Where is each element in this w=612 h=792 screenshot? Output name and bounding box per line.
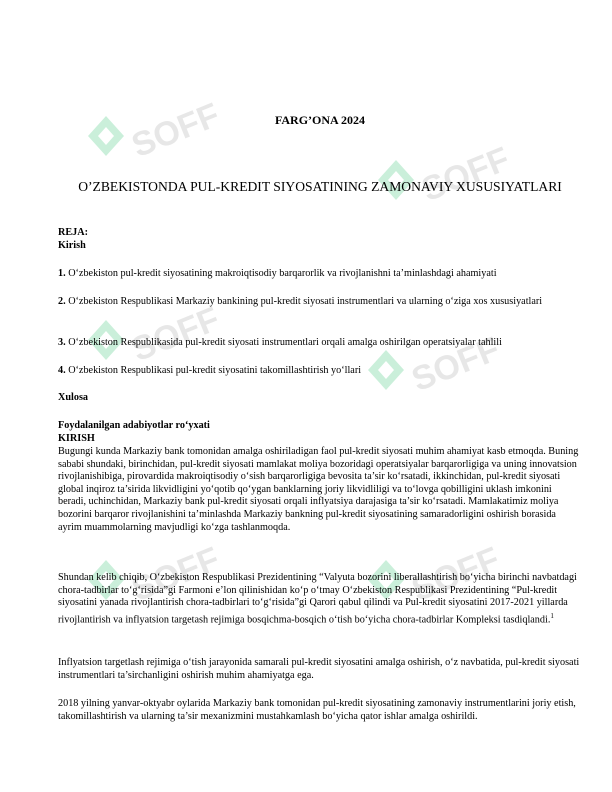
plan-item-text: O‘zbekiston Respublikasi Markaziy bankining pul-kredit siyosati instrumentlari va ularning o‘ziga xos xususiyatlari	[65, 296, 543, 307]
kirish-heading: KIRISH	[58, 433, 95, 444]
plan-item-number: 1.	[58, 268, 66, 279]
document-title: O’ZBEKISTONDA PUL-KREDIT SIYOSATINING ZAMONAVIY XUSUSIYATLARI	[78, 179, 562, 194]
paragraph-1: Bugungi kunda Markaziy bank tomonidan amalga oshiriladigan faol pul-kredit siyosati muhim ahamiyat kasb etmoqda. Buning sababi shundaki, birinchidan, pul-kredit siyosati mamlakat moliya bozoridagi operatsiyalar barqarorligiga va uning innovatsion rivojlanishibiga, pirovardida makroiqtisodiy o‘sish barqarorligiga bevosita ta’sir ko‘rsatadi, ikkinchidan, pul-kredit siyosati global inqiroz ta’sirida likvidligini yo‘qotib qo‘ygan banklarning joriy likvidliligi va to‘lovga qobilligini uklash imkonini beradi, uchinchidan, Markaziy bank pul-kredit siyosati orqali inflyatsiya darajasiga ta’sir ko‘rsatadi. Mamlakatimiz moliya bozorini barqaror rivojlanishini ta’minlashda Markaziy bankning pul-kredit siyosatining samaradorligini oshirish borasida ayrim muammolarning mavjudligi ko‘zga tashlanmoqda.	[58, 446, 579, 533]
references-label: Foydalanilgan adabiyotlar ro‘yxati	[58, 420, 210, 431]
intro-label: Kirish	[58, 240, 86, 251]
soff-watermark-logo	[80, 300, 230, 372]
paragraph-2-text: Shundan kelib chiqib, O‘zbekiston Respublikasi Prezidentining “Valyuta bozorini liberallashtirish bo‘yicha birinchi navbatdagi chora-tadbirlar to‘g‘risida”gi Farmoni e’lon qilinishidan ko‘p o‘tmay O‘zbekiston Respublikasi Prezidentining “Pul-kredit siyosatini yanada rivojlantirish chora-tadbirlari to‘g‘risida”gi Qarori qabul qilindi va Pul-kredit siyosatini 2017-2021 yillarda rivojlantirish va inflyatsion targetash rejimiga bosqichma-bosqich o‘tish bo‘yicha chora-tadbirlar Kompleksi tasdiqlandi.	[58, 572, 577, 626]
city-year-heading: FARG’ONA 2024	[274, 113, 366, 127]
plan-item-text: O‘zbekiston Respublikasi pul-kredit siyosatini takomillashtirish yo‘llari	[65, 365, 362, 376]
plan-item	[58, 268, 582, 281]
plan-item-number: 4.	[58, 365, 66, 376]
svg-text:SOFF: SOFF	[416, 140, 515, 210]
svg-text:SOFF: SOFF	[126, 540, 225, 610]
svg-text:SOFF: SOFF	[406, 540, 505, 610]
soff-watermark-logo	[370, 140, 520, 212]
conclusion-label: Xulosa	[58, 392, 89, 403]
plan-item-number: 3.	[58, 337, 66, 348]
plan-item	[58, 296, 582, 309]
paragraph-2	[58, 572, 582, 627]
plan-item	[58, 365, 582, 378]
footnote-marker[interactable]: 1	[550, 611, 554, 620]
soff-watermark-logo	[80, 96, 230, 168]
plan-item-text: O‘zbekiston Respublikasida pul-kredit siyosati instrumentlari orqali amalga oshirilgan operatsiyalar tahlili	[65, 337, 502, 348]
plan-item	[58, 337, 582, 350]
svg-text:SOFF: SOFF	[406, 330, 505, 400]
paragraph-3: Inflyatsion targetlash rejimiga o‘tish jarayonida samarali pul-kredit siyosatini amalga oshirish, o‘z navbatida, pul-kredit siyosati instrumentlari ta’sirchanligini oshirish muhim ahamiyatga ega.	[58, 657, 580, 681]
svg-text:SOFF: SOFF	[126, 96, 225, 166]
plan-label: REJA:	[58, 227, 88, 238]
plan-item-number: 2.	[58, 296, 66, 307]
svg-text:SOFF: SOFF	[126, 300, 225, 370]
plan-item-text: O‘zbekiston pul-kredit siyosatining makroiqtisodiy barqarorlik va rivojlanishni ta’minlashdagi ahamiyati	[65, 268, 497, 279]
paragraph-4: 2018 yilning yanvar-oktyabr oylarida Markaziy bank tomonidan pul-kredit siyosatining zamonaviy instrumentlarini joriy etish, takomillashtirish va ularning ta’sir mexanizmini mustahkamlash bo‘yicha qator ishlar amalga oshirildi.	[58, 698, 576, 722]
